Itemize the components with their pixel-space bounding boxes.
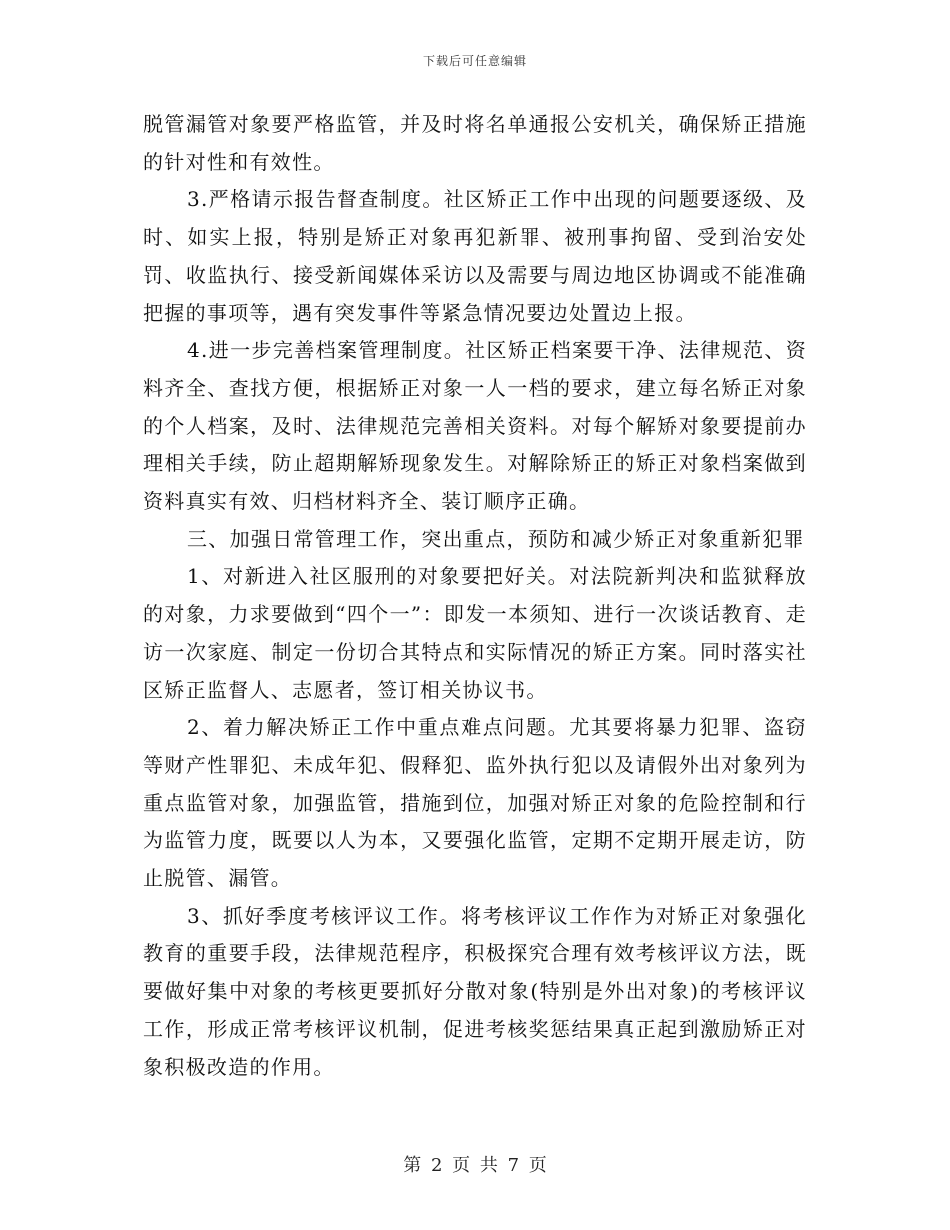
document-body — [143, 106, 807, 1086]
paragraph-item-3-reporting: 3.严格请示报告督查制度。社区矫正工作中出现的问题要逐级、及时、如实上报，特别是矫正对象再犯新罪、被刑事拘留、受到治安处罚、收监执行、接受新闻媒体采访以及需要与周边地区协调或不能准确把握的事项等，遇有突发事件等紧急情况要边处置边上报。 — [143, 187, 807, 325]
paragraph-item-1-intake: 1、对新进入社区服刑的对象要把好关。对法院新判决和监狱释放的对象，力求要做到“四个一”：即发一本须知、进行一次谈话教育、走访一次家庭、制定一份切合其特点和实际情况的矫正方案。同时落实社区矫正监督人、志愿者，签订相关协议书。 — [143, 564, 807, 702]
page-header: 下载后可任意编辑 — [422, 54, 527, 68]
page-number-footer: 第 2 页 共 7 页 — [403, 1155, 547, 1176]
section-heading-three: 三、加强日常管理工作，突出重点，预防和减少矫正对象重新犯罪 — [187, 526, 805, 551]
paragraph-item-2-key-issues: 2、着力解决矫正工作中重点难点问题。尤其要将暴力犯罪、盗窃等财产性罪犯、未成年犯、假释犯、监外执行犯以及请假外出对象列为重点监管对象，加强监管，措施到位，加强对矫正对象的危险控制和行为监管力度，既要以人为本，又要强化监管，定期不定期开展走访，防止脱管、漏管。 — [143, 715, 807, 891]
paragraph-continuation: 脱管漏管对象要严格监管，并及时将名单通报公安机关，确保矫正措施的针对性和有效性。 — [143, 112, 807, 174]
paragraph-item-4-archives: 4.进一步完善档案管理制度。社区矫正档案要干净、法律规范、资料齐全、查找方便，根据矫正对象一人一档的要求，建立每名矫正对象的个人档案，及时、法律规范完善相关资料。对每个解矫对象要提前办理相关手续，防止超期解矫现象发生。对解除矫正的矫正对象档案做到资料真实有效、归档材料齐全、装订顺序正确。 — [143, 338, 807, 514]
paragraph-item-3-assessment: 3、抓好季度考核评议工作。将考核评议工作作为对矫正对象强化教育的重要手段，法律规范程序，积极探究合理有效考核评议方法，既要做好集中对象的考核更要抓好分散对象(特别是外出对象)的考核评议工作，形成正常考核评议机制，促进考核奖惩结果真正起到激励矫正对象积极改造的作用。 — [143, 903, 807, 1079]
